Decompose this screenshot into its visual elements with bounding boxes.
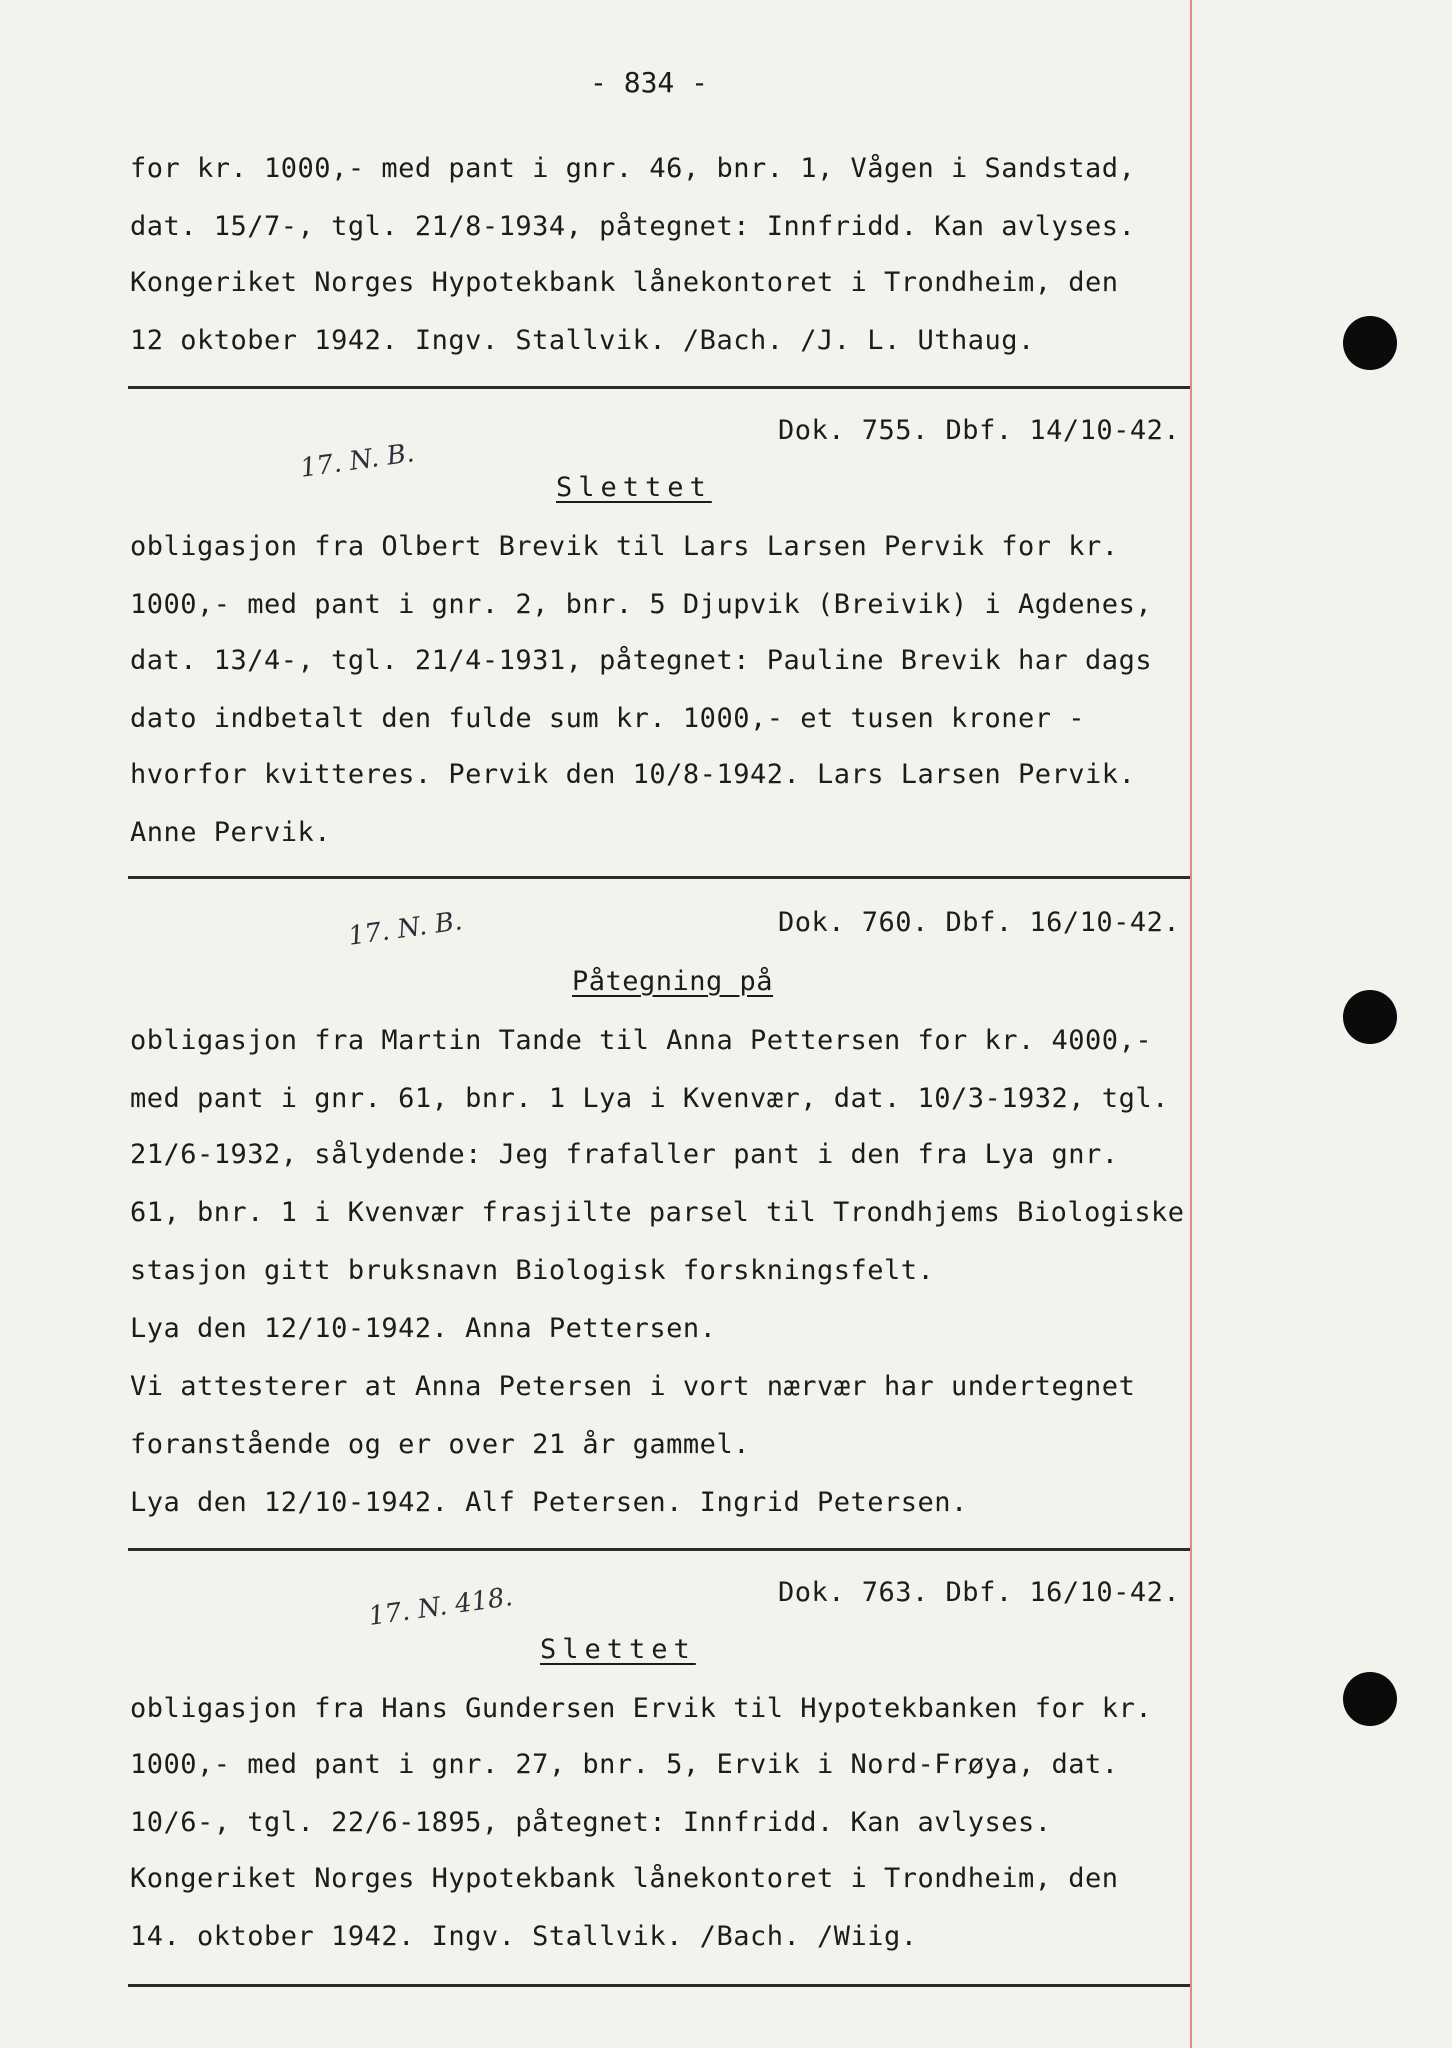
entry-line: 14. oktober 1942. Ingv. Stallvik. /Bach. /Wiig.	[130, 1921, 918, 1952]
separator-rule	[128, 1548, 1190, 1551]
entry-line: Anne Pervik.	[130, 817, 332, 848]
entry-line: 1000,- med pant i gnr. 27, bnr. 5, Ervik i Nord-Frøya, dat.	[130, 1749, 1119, 1780]
page-number: - 834 -	[590, 66, 709, 99]
separator-rule	[128, 1984, 1190, 1987]
entry-line: Kongeriket Norges Hypotekbank lånekontoret i Trondheim, den	[130, 267, 1119, 298]
separator-rule	[128, 386, 1190, 389]
entry-line: med pant i gnr. 61, bnr. 1 Lya i Kvenvær, dat. 10/3-1932, tgl.	[130, 1083, 1169, 1114]
punch-hole-middle	[1343, 990, 1397, 1044]
doc-reference: Dok. 760. Dbf. 16/10-42.	[778, 907, 1181, 938]
entry-line: obligasjon fra Olbert Brevik til Lars Larsen Pervik for kr.	[130, 531, 1119, 562]
entry-line: 1000,- med pant i gnr. 2, bnr. 5 Djupvik (Breivik) i Agdenes,	[130, 589, 1153, 620]
entry-line: Lya den 12/10-1942. Alf Petersen. Ingrid Petersen.	[130, 1487, 968, 1518]
doc-reference: Dok. 755. Dbf. 14/10-42.	[778, 415, 1181, 446]
entry-line: 21/6-1932, sålydende: Jeg frafaller pant i den fra Lya gnr.	[130, 1139, 1119, 1170]
punch-hole-bottom	[1343, 1672, 1397, 1726]
entry-line: obligasjon fra Martin Tande til Anna Pettersen for kr. 4000,-	[130, 1025, 1153, 1056]
entry-line: for kr. 1000,- med pant i gnr. 46, bnr. 1, Vågen i Sandstad,	[130, 153, 1136, 184]
entry-line: obligasjon fra Hans Gundersen Ervik til Hypotekbanken for kr.	[130, 1693, 1153, 1724]
punch-hole-top	[1343, 316, 1397, 370]
entry-heading: Slettet	[556, 472, 712, 503]
entry-line: stasjon gitt bruksnavn Biologisk forskningsfelt.	[130, 1255, 935, 1286]
handwritten-note: 17. N. B.	[346, 906, 465, 952]
entry-line: foranstående og er over 21 år gammel.	[130, 1429, 750, 1460]
separator-rule	[128, 876, 1190, 879]
entry-line: dat. 13/4-, tgl. 21/4-1931, påtegnet: Pauline Brevik har dags	[130, 645, 1153, 676]
entry-line: Kongeriket Norges Hypotekbank lånekontoret i Trondheim, den	[130, 1863, 1119, 1894]
entry-line: 61, bnr. 1 i Kvenvær frasjilte parsel til Trondhjems Biologiske	[130, 1197, 1185, 1228]
handwritten-note: 17. N. 418.	[366, 1582, 515, 1632]
entry-heading: Slettet	[540, 1634, 696, 1665]
entry-line: 12 oktober 1942. Ingv. Stallvik. /Bach. /J. L. Uthaug.	[130, 325, 1035, 356]
entry-line: dato indbetalt den fulde sum kr. 1000,- et tusen kroner -	[130, 703, 1086, 734]
margin-line	[1190, 0, 1192, 2048]
doc-reference: Dok. 763. Dbf. 16/10-42.	[778, 1577, 1181, 1608]
entry-line: Vi attesterer at Anna Petersen i vort nærvær har undertegnet	[130, 1371, 1136, 1402]
entry-line: Lya den 12/10-1942. Anna Pettersen.	[130, 1313, 717, 1344]
entry-heading: Påtegning på	[572, 966, 774, 997]
bleed-through	[1030, 100, 1043, 125]
entry-line: hvorfor kvitteres. Pervik den 10/8-1942. Lars Larsen Pervik.	[130, 759, 1136, 790]
entry-line: 10/6-, tgl. 22/6-1895, påtegnet: Innfridd. Kan avlyses.	[130, 1807, 1052, 1838]
handwritten-note: 17. N. B.	[298, 438, 417, 484]
entry-line: dat. 15/7-, tgl. 21/8-1934, påtegnet: Innfridd. Kan avlyses.	[130, 211, 1136, 242]
